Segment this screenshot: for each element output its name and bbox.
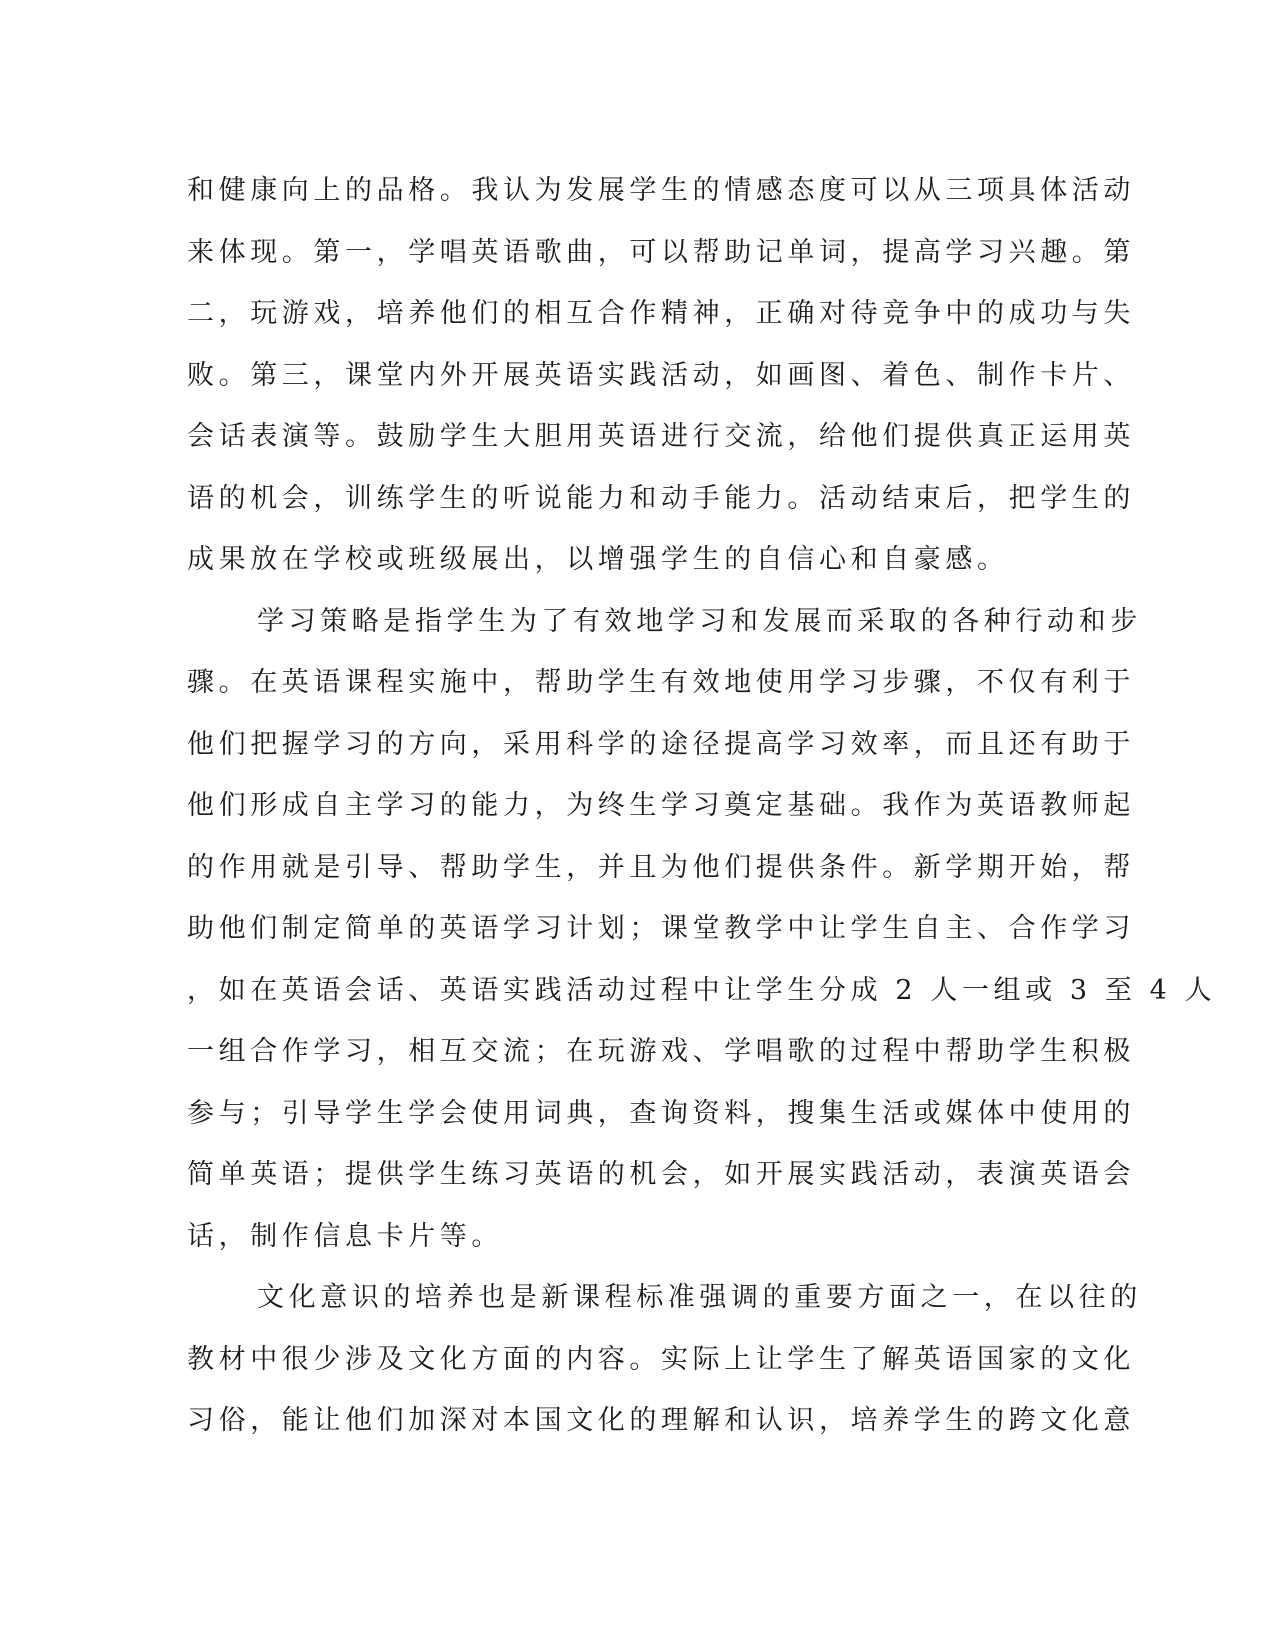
paragraph-line: 语的机会，训练学生的听说能力和动手能力。活动结束后，把学生的 [187,482,1135,514]
paragraph-line: 来体现。第一，学唱英语歌曲，可以帮助记单词，提高学习兴趣。第 [187,236,1135,268]
paragraph-line: 助他们制定简单的英语学习计划；课堂教学中让学生自主、合作学习 [187,913,1135,944]
paragraph-line: 参与；引导学生学会使用词典，查询资料，搜集生活或媒体中使用的 [187,1097,1135,1129]
paragraph-line: 成果放在学校或班级展出，以增强学生的自信心和自豪感。 [187,544,1009,575]
paragraph-line: 和健康向上的品格。我认为发展学生的情感态度可以从三项具体活动 [187,175,1135,206]
paragraph-line: 他们把握学习的方向，采用科学的途径提高学习效率，而且还有助于 [187,728,1135,760]
paragraph-line: 一组合作学习，相互交流；在玩游戏、学唱歌的过程中帮助学生积极 [187,1036,1135,1067]
paragraph-line: 败。第三，课堂内外开展英语实践活动，如画图、着色、制作卡片、 [187,359,1135,391]
paragraph-line: 习俗，能让他们加深对本国文化的理解和认识，培养学生的跨文化意 [187,1405,1135,1436]
paragraph-line: ，如在英语会话、英语实践活动过程中让学生分成 2 人一组或 3 至 4 人 [187,974,1217,1006]
paragraph-line: 二，玩游戏，培养他们的相互合作精神，正确对待竞争中的成功与失 [187,298,1135,329]
paragraph-line: 他们形成自主学习的能力，为终生学习奠定基础。我作为英语教师起 [187,790,1135,821]
paragraph-first-line: 文化意识的培养也是新课程标准强调的重要方面之一，在以往的 [257,1282,1142,1313]
paragraph-line: 简单英语；提供学生练习英语的机会，如开展实践活动，表演英语会 [187,1159,1135,1190]
paragraph-line: 话，制作信息卡片等。 [187,1220,503,1252]
paragraph-line: 教材中很少涉及文化方面的内容。实际上让学生了解英语国家的文化 [187,1343,1135,1375]
paragraph-line: 会话表演等。鼓励学生大胆用英语进行交流，给他们提供真正运用英 [187,421,1135,452]
body-text [187,160,1217,1452]
paragraph-first-line: 学习策略是指学生为了有效地学习和发展而采取的各种行动和步 [257,605,1142,637]
paragraph-line: 的作用就是引导、帮助学生，并且为他们提供条件。新学期开始，帮 [187,851,1135,883]
paragraph-line: 骤。在英语课程实施中，帮助学生有效地使用学习步骤，不仅有利于 [187,667,1135,698]
